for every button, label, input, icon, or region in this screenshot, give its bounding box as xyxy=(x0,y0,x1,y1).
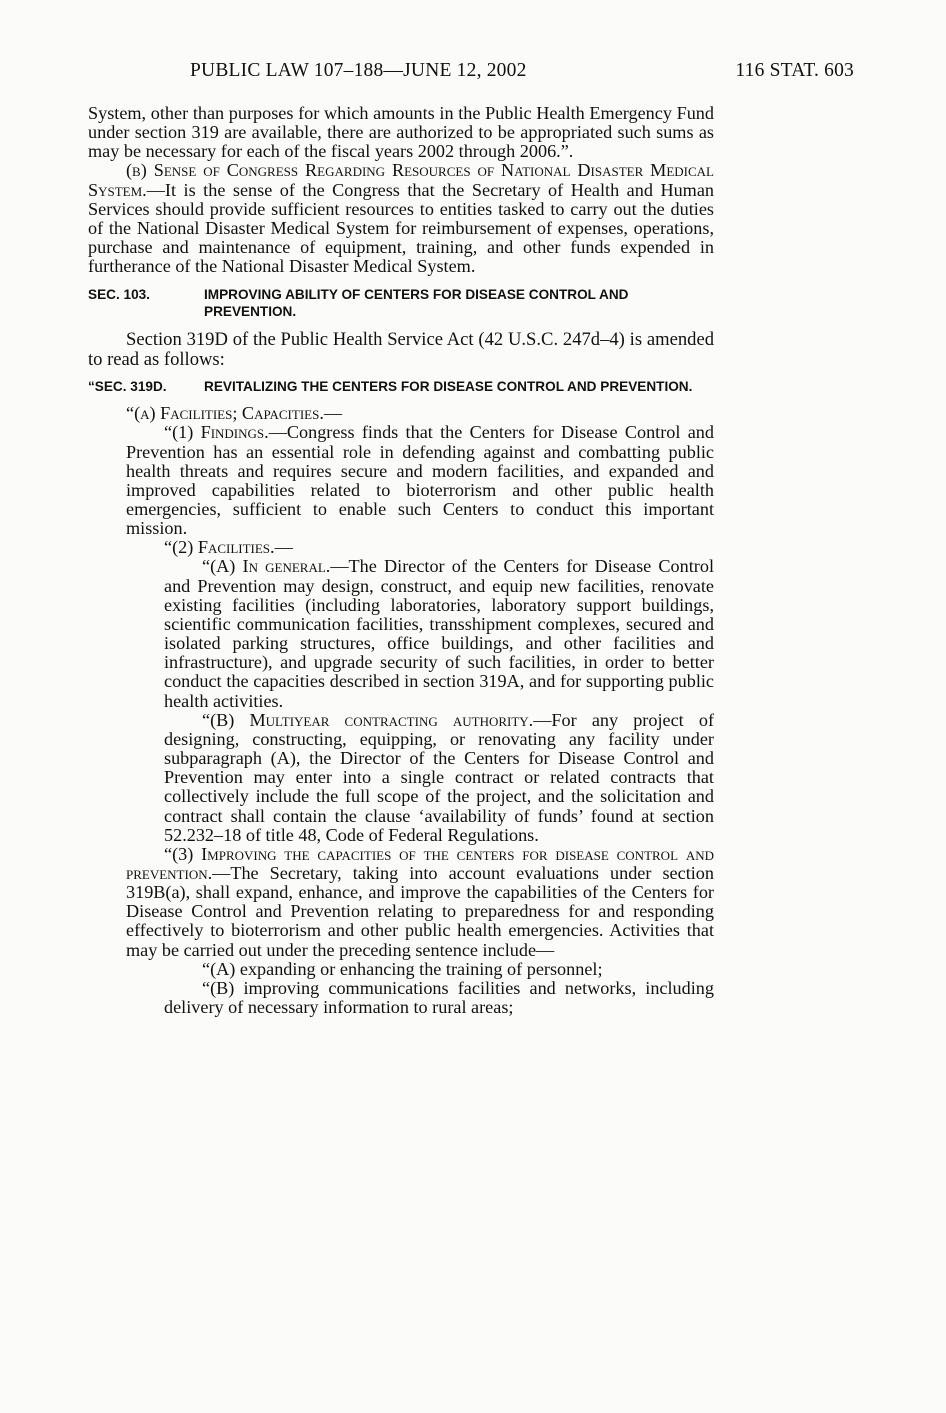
paragraph-improving-capacities xyxy=(88,845,714,960)
paragraph-text: —The Secretary, taking into account evaluations under section 319B(a), shall expand, enhance, and improve the capabilities of the Centers for Disease Control and Prevention relating to preparedness for and responding effectively to bioterrorism and other public health emergencies. Activities that may be carried out under the preceding sentence include— xyxy=(126,862,714,960)
list-item-training: “(A) expanding or enhancing the training of personnel; xyxy=(202,958,603,979)
section-title: REVITALIZING THE CENTERS FOR DISEASE CONTROL AND PREVENTION. xyxy=(204,379,693,395)
paragraph-heading: “(B) Multiyear contracting authority. xyxy=(202,709,534,730)
paragraph-amendment-intro: Section 319D of the Public Health Service Act (42 U.S.C. 247d–4) is amended to read as follows: xyxy=(88,329,714,370)
page-header xyxy=(190,60,854,90)
paragraph-text: —The Director of the Centers for Disease Control and Prevention may design, construct, and equip new facilities, renovate existing facilities (including laboratories, laboratory support buildings, scientific communication facilities, transshipment complexes, secured and isolated parking structures, office buildings, and other facilities and infrastructure), and upgrade security of such facilities, in order to better conduct the capacities described in section 319A, and for supporting public health activities. xyxy=(164,556,714,711)
paragraph-heading: “(1) Findings. xyxy=(164,422,269,443)
header-page-ref: 116 STAT. 603 xyxy=(735,60,854,81)
subparagraph-multiyear-contracting xyxy=(88,711,714,845)
paragraph-heading: (b) Sense of Congress Regarding Resources of National Disaster Medical System. xyxy=(88,160,714,200)
subparagraph-in-general xyxy=(88,557,714,710)
list-item-communications: “(B) improving communications facilities and networks, including delivery of necessary information to rural areas; xyxy=(164,977,714,1018)
section-number: SEC. 103. xyxy=(88,287,150,303)
paragraph-text: —It is the sense of the Congress that the Secretary of Health and Human Services should provide sufficient resources to entities tasked to carry out the duties of the National Disaster Medical System for reimbursement of expenses, operations, purchase and maintenance of equipment, training, and other funds expended in furtherance of the National Disaster Medical System. xyxy=(88,179,714,277)
paragraph-findings xyxy=(88,423,714,538)
paragraph-sense-of-congress xyxy=(88,161,714,276)
section-number: “SEC. 319D. xyxy=(88,379,167,395)
section-heading-319d xyxy=(88,378,714,395)
paragraph-continuation: System, other than purposes for which amounts in the Public Health Emergency Fund under section 319 are available, there are authorized to be appropriated such sums as may be necessary for each of the fiscal years 2002 through 2006.”. xyxy=(88,103,714,162)
section-heading-103 xyxy=(88,286,714,320)
paragraph-heading-facilities: “(2) Facilities.— xyxy=(164,537,293,558)
paragraph-heading: “(A) In general. xyxy=(202,556,331,577)
paragraph-text: —Congress finds that the Centers for Disease Control and Prevention has an essential role in defending against and combatting public health threats and requires secure and modern facilities, and expanded and improved capabilities related to bioterrorism and other public health emergencies, sufficient to enable such Centers to conduct this important mission. xyxy=(126,422,714,539)
paragraph-text: —For any project of designing, constructing, equipping, or renovating any facility under subparagraph (A), the Director of the Centers for Disease Control and Prevention may enter into a single contract or related contracts that collectively include the full scope of the project, and the solicitation and contract shall contain the clause ‘availability of funds’ found at section 52.232–18 of title 48, Code of Federal Regulations. xyxy=(164,709,714,845)
header-title: PUBLIC LAW 107–188—JUNE 12, 2002 xyxy=(190,60,527,81)
section-title: IMPROVING ABILITY OF CENTERS FOR DISEASE CONTROL AND PREVENTION. xyxy=(204,287,629,320)
paragraph-heading: “(3) Improving the capacities of the centers for disease control and prevention. xyxy=(126,843,714,883)
subsection-heading-a: “(a) Facilities; Capacities.— xyxy=(126,403,343,424)
document-body xyxy=(88,104,714,1017)
